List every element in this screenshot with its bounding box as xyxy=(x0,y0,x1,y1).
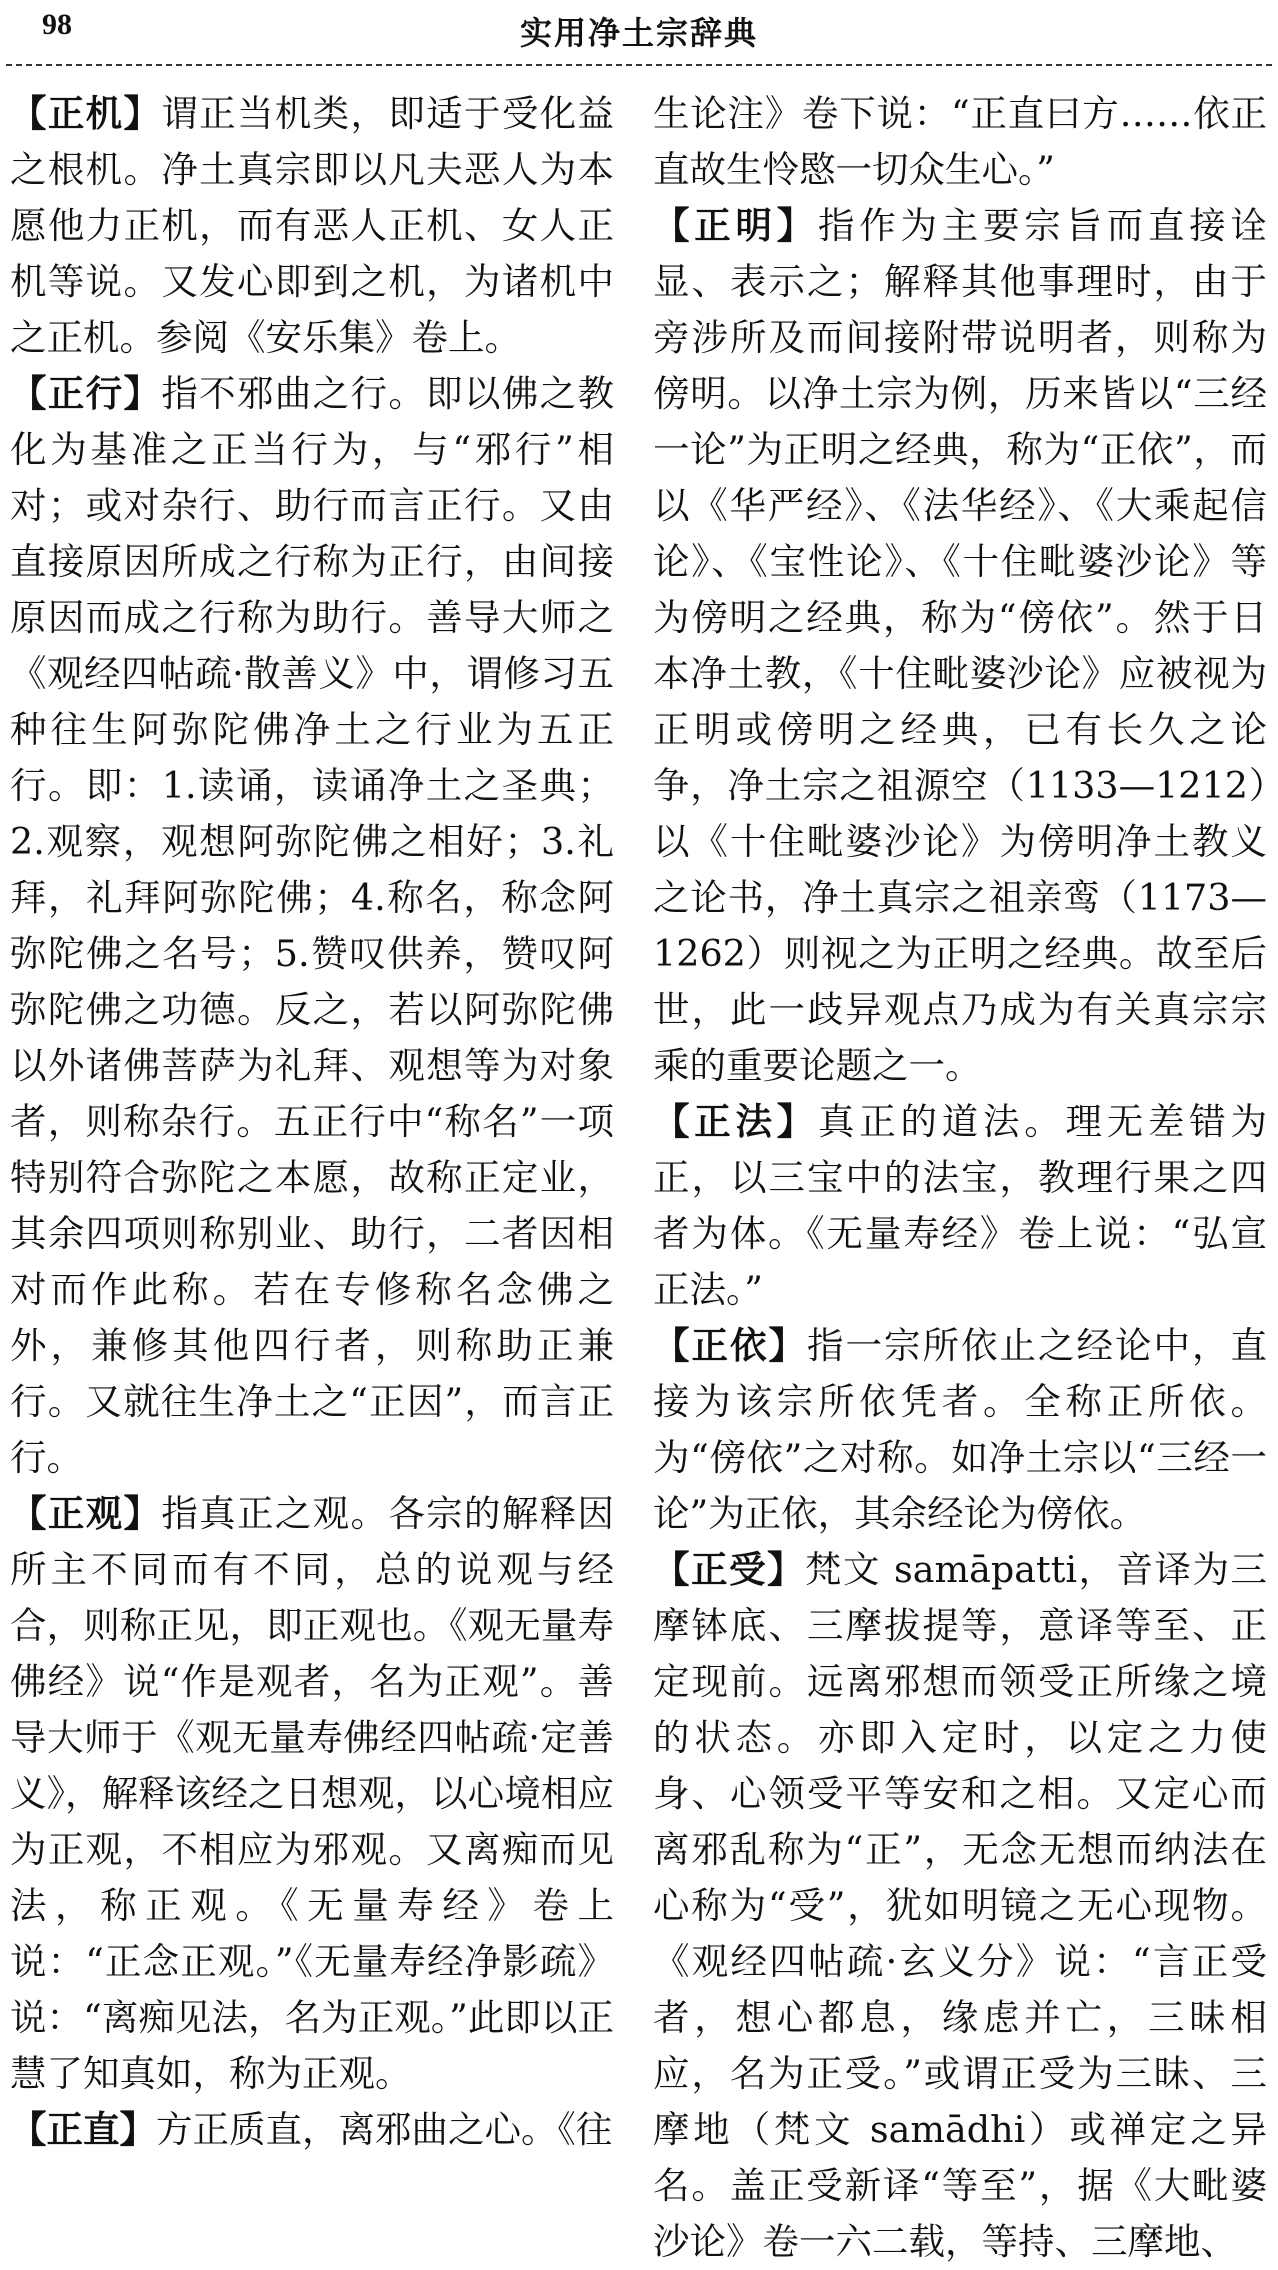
header-divider xyxy=(6,64,1272,66)
dictionary-entry-zhengming xyxy=(653,198,1267,1094)
entry-headword: 【正机】 xyxy=(10,92,162,135)
entry-headword: 【正观】 xyxy=(10,1492,162,1535)
dictionary-entry-zhengshou xyxy=(653,1542,1267,2270)
left-column xyxy=(10,86,614,2158)
dictionary-entry-zhengxing xyxy=(10,366,614,1486)
right-column xyxy=(653,86,1267,2270)
entry-text: 真正的道法。理无差错为正，以三宝中的法宝，教理行果之四者为体。《无量寿经》卷上说：“弘宣正法。” xyxy=(653,1100,1267,1311)
entry-text: 指真正之观。各宗的解释因所主不同而有不同，总的说观与经合，则称正见，即正观也。《观无量寿佛经》说“作是观者，名为正观”。善导大师于《观无量寿佛经四帖疏·定善义》，解释该经之日想观，以心境相应为正观，不相应为邪观。又离痴而见法，称正观。《无量寿经》卷上说：“正念正观。”《无量寿经净影疏》说：“离痴见法，名为正观。”此即以正慧了知真如，称为正观。 xyxy=(10,1492,615,2095)
entry-text: 谓正当机类，即适于受化益之根机。净土真宗即以凡夫恶人为本愿他力正机，而有恶人正机、女人正机等说。又发心即到之机，为诸机中之正机。参阅《安乐集》卷上。 xyxy=(10,92,615,359)
entry-headword: 【正行】 xyxy=(10,372,162,415)
entry-text: 指一宗所依止之经论中，直接为该宗所依凭者。全称正所依。为“傍依”之对称。如净土宗以“三经一论”为正依，其余经论为傍依。 xyxy=(653,1324,1267,1535)
entry-headword: 【正明】 xyxy=(653,204,818,247)
dictionary-entry-zhengyi xyxy=(653,1318,1267,1542)
entry-text: 生论注》卷下说：“正直曰方……依正直故生怜愍一切众生心。” xyxy=(653,92,1267,191)
entry-headword: 【正依】 xyxy=(653,1324,807,1367)
entry-text: 方正质直，离邪曲之心。《往 xyxy=(156,2108,613,2151)
dictionary-entry-zhengzhi xyxy=(10,2102,614,2158)
entry-headword: 【正法】 xyxy=(653,1100,818,1143)
entry-text: 指作为主要宗旨而直接诠显、表示之；解释其他事理时，由于旁涉所及而间接附带说明者，则称为傍明。以净土宗为例，历来皆以“三经一论”为正明之经典，称为“正依”，而以《华严经》、《法华经》、《大乘起信论》、《宝性论》、《十住毗婆沙论》等为傍明之经典，称为“傍依”。然于日本净土教，《十住毗婆沙论》应被视为正明或傍明之经典，已有长久之论争，净土宗之祖源空（1133—1212）以《十住毗婆沙论》为傍明净土教义之论书，净土真宗之祖亲鸾（1173—1262）则视之为正明之经典。故至后世，此一歧异观点乃成为有关真宗宗乘的重要论题之一。 xyxy=(653,204,1267,1087)
entry-headword: 【正受】 xyxy=(653,1548,805,1591)
entry-text: 指不邪曲之行。即以佛之教化为基准之正当行为，与“邪行”相对；或对杂行、助行而言正行。又由直接原因所成之行称为正行，由间接原因而成之行称为助行。善导大师之《观经四帖疏·散善义》中，谓修习五种往生阿弥陀佛净土之行业为五正行。即：1.读诵，读诵净土之圣典；2.观察，观想阿弥陀佛之相好；3.礼拜，礼拜阿弥陀佛；4.称名，称念阿弥陀佛之名号；5.赞叹供养，赞叹阿弥陀佛之功德。反之，若以阿弥陀佛以外诸佛菩萨为礼拜、观想等为对象者，则称杂行。五正行中“称名”一项特别符合弥陀之本愿，故称正定业，其余四项则称别业、助行，二者因相对而作此称。若在专修称名念佛之外，兼修其他四行者，则称助正兼行。又就往生净土之“正因”，而言正行。 xyxy=(10,372,615,1479)
dictionary-entry-zhengfa xyxy=(653,1094,1267,1318)
entry-text: 梵文 samāpatti，音译为三摩钵底、三摩拔提等，意译等至、正定现前。远离邪想而领受正所缘之境的状态。亦即入定时，以定之力使身、心领受平等安和之相。又定心而离邪乱称为“正”，无念无想而纳法在心称为“受”，犹如明镜之无心现物。《观经四帖疏·玄义分》说：“言正受者，想心都息，缘虑并亡，三昧相应，名为正受。”或谓正受为三昧、三摩地（梵文 samādhi）或禅定之异名。盖正受新译“等至”，据《大毗婆沙论》卷一六二载，等持、三摩地、 xyxy=(653,1548,1267,2263)
running-title: 实用净土宗辞典 xyxy=(519,14,758,52)
page-number: 98 xyxy=(42,8,72,41)
dictionary-entry-continuation xyxy=(653,86,1267,198)
dictionary-entry-zhengguan xyxy=(10,1486,614,2102)
dictionary-entry-zhengji xyxy=(10,86,614,366)
entry-headword: 【正直】 xyxy=(10,2108,156,2151)
